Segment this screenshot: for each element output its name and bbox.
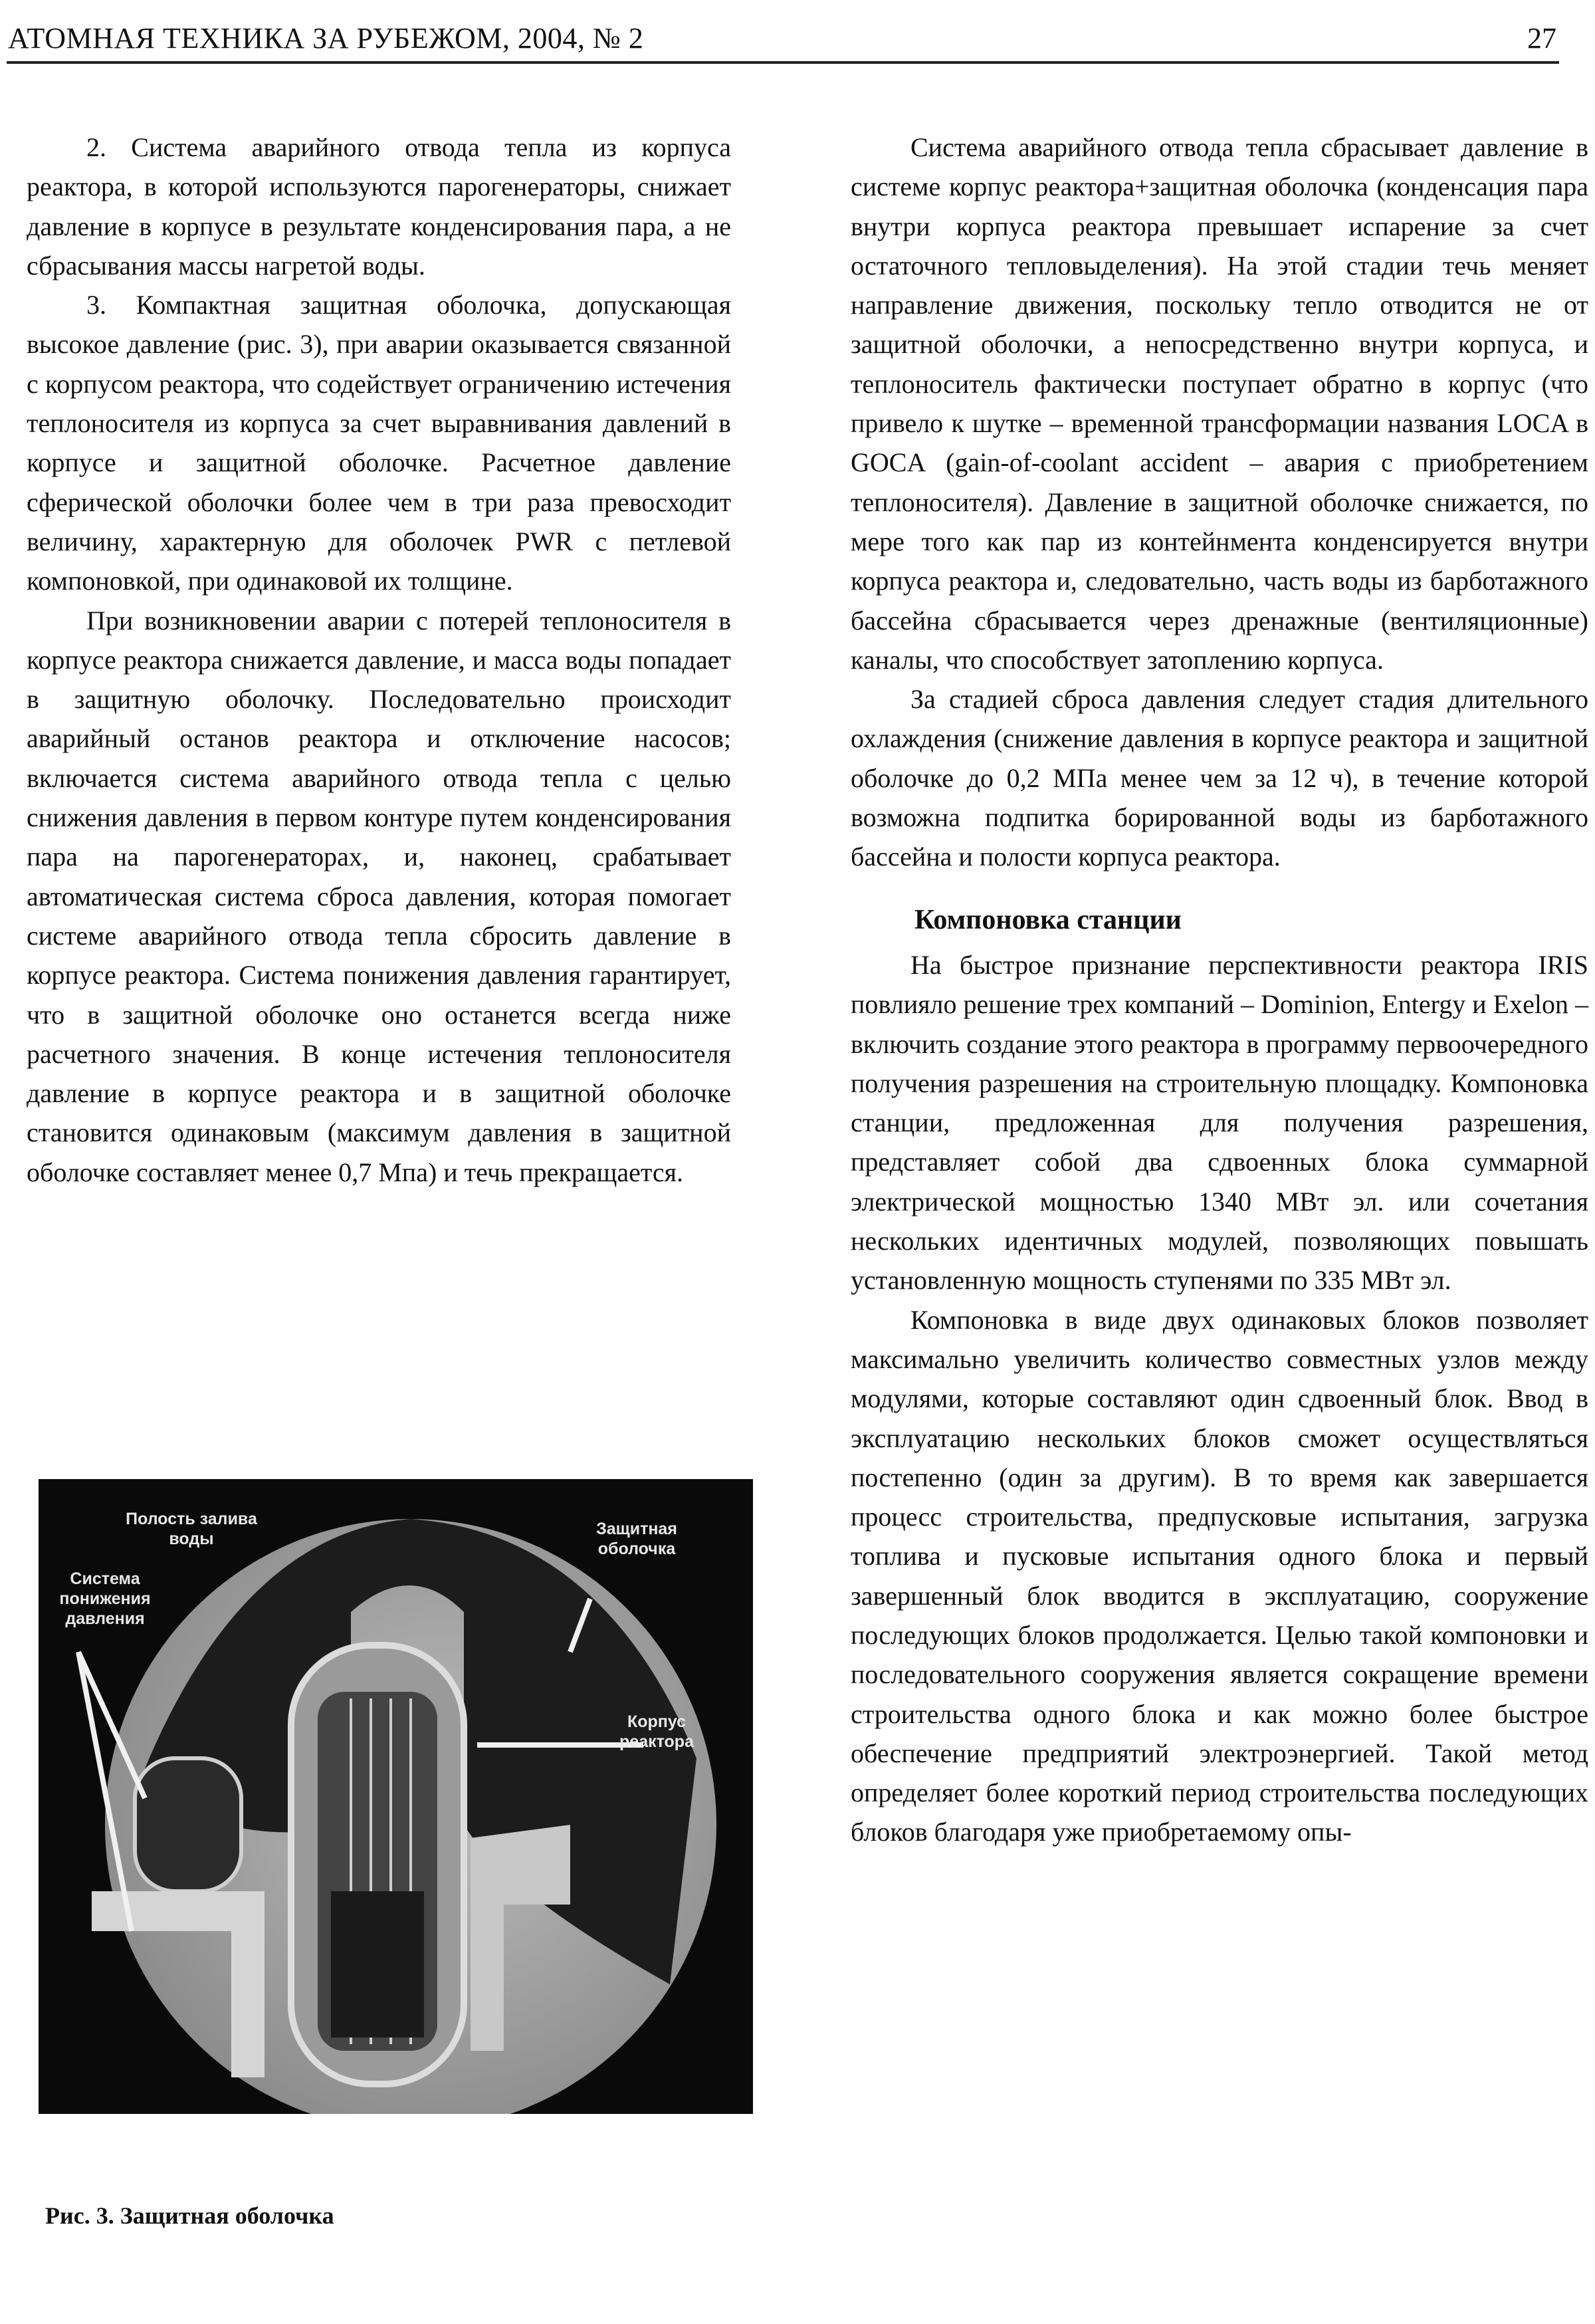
figure-containment: [39, 1479, 753, 2114]
paragraph: На быстрое признание перспективности реактора IRIS повлияло решение трех компаний – Dominion, Entergy и Exelon – включить создание этого реактора в программу первоочередного получения разрешения на строительную площадку. Компоновка станции, предложенная для получения разрешения, представляет собой два сдвоенных блока суммарной электрической мощностью 1340 МВт эл. или сочетания нескольких идентичных модулей, позволяющих повышать установленную мощность ступенями по 335 МВт эл.: [851, 949, 1588, 1296]
header-rule: [7, 61, 1559, 64]
right-column: [851, 128, 1588, 1852]
journal-title: АТОМНАЯ ТЕХНИКА ЗА РУБЕЖОМ, 2004, № 2: [8, 22, 644, 55]
paragraph: 2. Система аварийного отвода тепла из корпуса реактора, в которой используются парогенераторы, снижает давление в корпусе в результате конденсирования пара, а не сбрасывания массы нагретой воды.: [27, 132, 731, 281]
section-heading: Компоновка станции: [914, 904, 1182, 935]
paragraph: 3. Компактная защитная оболочка, допускающая высокое давление (рис. 3), при аварии оказывается связанной с корпусом реактора, что содействует ограничению истечения теплоносителя из корпуса за счет выравнивания давлений в корпусе и защитной оболочке. Расчетное давление сферической оболочки более чем в три раза превосходит величину, характерную для оболочек PWR с петлевой компоновкой, при одинаковой их толщине.: [27, 290, 731, 596]
running-header: [8, 15, 1556, 61]
page-number: 27: [1527, 22, 1556, 55]
figure-caption: Рис. 3. Защитная оболочка: [45, 2202, 334, 2229]
label-reactor-vessel: Корпус реактора: [619, 1712, 694, 1751]
paragraph: Система аварийного отвода тепла сбрасывает давление в системе корпус реактора+защитная оболочка (конденсация пара внутри корпуса реактора превышает испарение за счет остаточного тепловыделения). На этой стадии течь меняет направление движения, поскольку тепло отводится не от защитной оболочки, а непосредственно внутри корпуса, и теплоноситель фактически поступает обратно в корпус (что привело к шутке – временной трансформации названия LOCA в GOCA (gain-of-coolant accident – авария с приобретением теплоносителя). Давление в защитной оболочке снижается, по мере того как пар из контейнмента конденсируется внутри корпуса реактора и, следовательно, часть воды из барботажного бассейна сбрасывается через дренажные (вентиляционные) каналы, что способствует затоплению корпуса.: [851, 132, 1588, 675]
paragraph: Компоновка в виде двух одинаковых блоков позволяет максимально увеличить количество совместных узлов между модулями, которые составляют один сдвоенный блок. Ввод в эксплуатацию нескольких блоков сможет осуществляться постепенно (один за другим). В то время как завершается процесс строительства, предпусковые испытания, загрузка топлива и пусковые испытания одного блока и первый завершенный блок вводится в эксплуатацию, сооружение последующих блоков продолжается. Целью такой компоновки и последовательного сооружения является сокращение времени строительства одного блока и как можно более быстрое обеспечение предприятий электроэнергией. Такой метод определяет более короткий период строительства последующих блоков благодаря уже приобретаемому опы-: [851, 1304, 1588, 1847]
label-containment: Защитная оболочка: [596, 1520, 677, 1558]
paragraph: За стадией сброса давления следует стадия длительного охлаждения (снижение давления в корпусе реактора и защитной оболочке до 0,2 МПа менее чем за 12 ч), в течение которой возможна подпитка борированной воды из барботажного бассейна и полости корпуса реактора.: [851, 684, 1588, 872]
paragraph: При возникновении аварии с потерей теплоносителя в корпусе реактора снижается давление, и масса воды попадает в защитную оболочку. Последовательно происходит аварийный останов реактора и отключение насосов; включается система аварийного отвода тепла с целью снижения давления в первом контуре путем конденсирования пара на парогенераторах, и, наконец, срабатывает автоматическая система сброса давления, которая помогает системе аварийного отвода тепла сбросить давление в корпусе реактора. Система понижения давления гарантирует, что в защитной оболочке оно останется всегда ниже расчетного значения. В конце истечения теплоносителя давление в корпусе реактора и в защитной оболочке становится одинаковым (максимум давления в защитной оболочке составляет менее 0,7 Мпа) и течь прекращается.: [27, 605, 731, 1187]
left-column: [27, 128, 731, 1192]
label-pressure-reduction: Система понижения давления: [59, 1569, 151, 1628]
label-water-cavity: Полость залива воды: [126, 1510, 257, 1548]
